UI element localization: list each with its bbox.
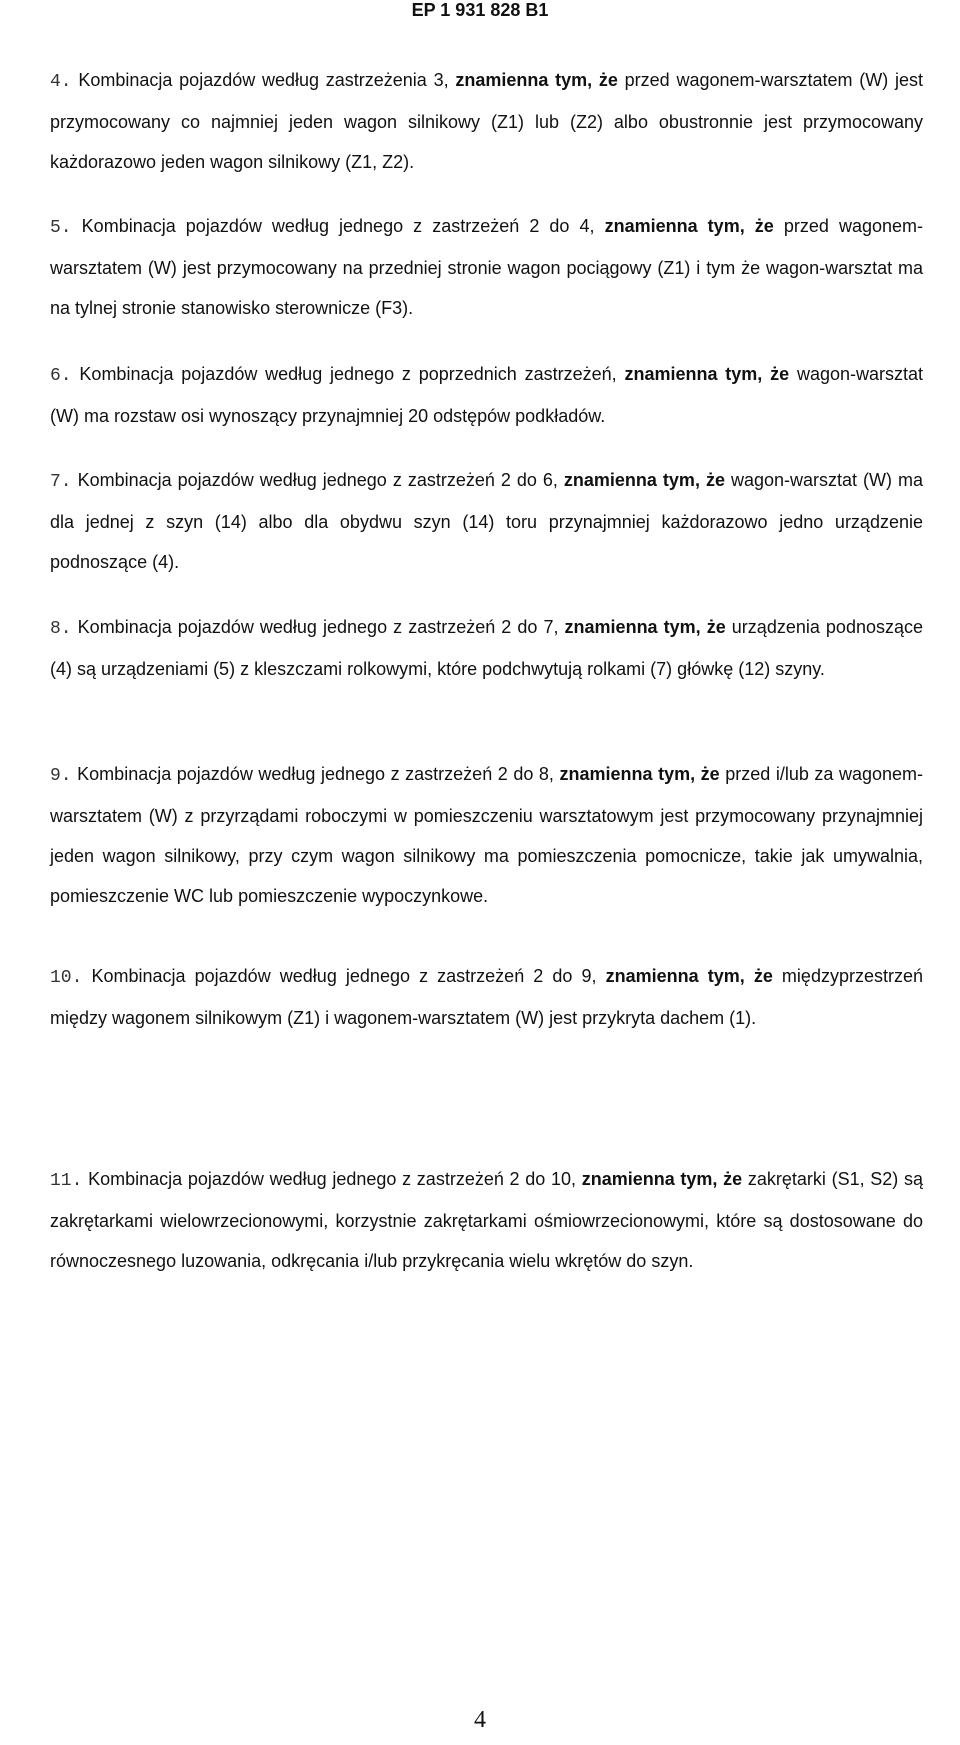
claim-keyword: znamienna tym, że xyxy=(624,364,790,384)
claim-7 xyxy=(50,460,923,582)
claim-text-after: międzyprzestrzeń między wagonem silnikowym (Z1) i wagonem-warsztatem (W) jest przykryta dachem (1). xyxy=(50,966,923,1028)
page-number: 4 xyxy=(474,1707,486,1733)
claim-4 xyxy=(50,60,923,182)
claim-text-before: Kombinacja pojazdów według jednego z zastrzeżeń 2 do 6, xyxy=(71,470,564,490)
claim-keyword: znamienna tym, że xyxy=(604,216,774,236)
claim-11 xyxy=(50,1159,923,1281)
claim-number: 8. xyxy=(50,619,72,639)
claim-text-after: wagon-warsztat (W) ma dla jednej z szyn (14) albo dla obydwu szyn (14) toru przynajmniej każdorazowo jedno urządzenie podnoszące (4). xyxy=(50,470,923,572)
claim-number: 7. xyxy=(50,472,72,492)
claim-keyword: znamienna tym, że xyxy=(605,966,773,986)
claim-text-before: Kombinacja pojazdów według jednego z zastrzeżeń 2 do 9, xyxy=(82,966,606,986)
claim-10 xyxy=(50,956,923,1038)
claim-number: 6. xyxy=(50,366,72,386)
claim-text-before: Kombinacja pojazdów według jednego z zastrzeżeń 2 do 10, xyxy=(82,1169,582,1189)
claim-text-before: Kombinacja pojazdów według jednego z zastrzeżeń 2 do 8, xyxy=(71,764,560,784)
claim-keyword: znamienna tym, że xyxy=(564,617,726,637)
claim-keyword: znamienna tym, że xyxy=(559,764,720,784)
claim-text-before: Kombinacja pojazdów według jednego z zastrzeżeń 2 do 7, xyxy=(71,617,565,637)
claim-number: 9. xyxy=(50,766,72,786)
claim-6 xyxy=(50,354,923,436)
claim-text-after: przed i/lub za wagonem-warsztatem (W) z przyrządami roboczymi w pomieszczeniu warsztatowym jest przymocowany przynajmniej jeden wagon silnikowy, przy czym wagon silnikowy ma pomieszczenia pomocnicze, takie jak umywalnia, pomieszczenie WC lub pomieszczenie wypoczynkowe. xyxy=(50,764,924,906)
claim-keyword: znamienna tym, że xyxy=(581,1169,743,1189)
claim-text-before: Kombinacja pojazdów według jednego z zastrzeżeń 2 do 4, xyxy=(71,216,605,236)
claim-number: 10. xyxy=(50,968,83,988)
claim-text-after: przed wagonem-warsztatem (W) jest przymocowany co najmniej jeden wagon silnikowy (Z1) lub (Z2) albo obustronnie jest przymocowany każdorazowo jeden wagon silnikowy (Z1, Z2). xyxy=(50,70,923,172)
claim-text-before: Kombinacja pojazdów według zastrzeżenia 3, xyxy=(71,70,456,90)
claim-keyword: znamienna tym, że xyxy=(455,70,618,90)
claim-8 xyxy=(50,607,923,689)
claim-number: 4. xyxy=(50,72,72,92)
claim-number: 5. xyxy=(50,218,72,238)
claim-5 xyxy=(50,206,923,328)
claim-text-after: zakrętarki (S1, S2) są zakrętarkami wielowrzecionowymi, korzystnie zakrętarkami ośmiowrzecionowymi, które są dostosowane do równoczesnego luzowania, odkręcania i/lub przykręcania wielu wkrętów do szyn. xyxy=(50,1169,924,1271)
claim-text-after: urządzenia podnoszące (4) są urządzeniami (5) z kleszczami rolkowymi, które podchwytują rolkami (7) główkę (12) szyny. xyxy=(50,617,923,679)
claim-text-after: wagon-warsztat (W) ma rozstaw osi wynoszący przynajmniej 20 odstępów podkładów. xyxy=(50,364,924,426)
claim-text-before: Kombinacja pojazdów według jednego z poprzednich zastrzeżeń, xyxy=(71,364,625,384)
claim-keyword: znamienna tym, że xyxy=(563,470,725,490)
claim-text-after: przed wagonem-warsztatem (W) jest przymocowany na przedniej stronie wagon pociągowy (Z1) i tym że wagon-warsztat ma na tylnej stronie stanowisko sterownicze (F3). xyxy=(50,216,923,318)
publication-number: EP 1 931 828 B1 xyxy=(411,0,549,20)
claim-9 xyxy=(50,754,923,916)
claim-number: 11. xyxy=(50,1171,83,1191)
